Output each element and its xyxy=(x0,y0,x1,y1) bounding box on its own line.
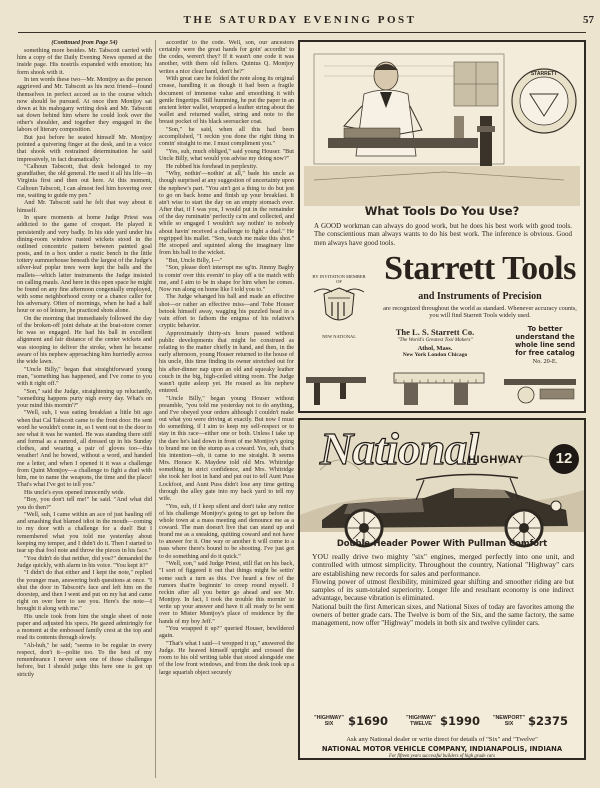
nra-emblem xyxy=(310,274,368,338)
story-paragraph: In ten words these two—Mr. Montjoy as the person aggrieved and Mr. Tabscott as his next friend—found themselves in perfect accord as to the course which now should be pursued. At once then Montjoy sat down at his mahogany writing desk and Mr. Tabscott sat down behind him where he could look over the other's shoulder, and together they engaged in the labors of literary composition. xyxy=(17,77,152,134)
emblem-top-text: BY INVITATION MEMBER OF xyxy=(312,274,366,284)
catalog-offer-text: To better understand the whole line send for free catalog xyxy=(515,325,575,357)
story-paragraph: "That's what I said—I wropped it up," answered the Judge. He heaved himself upright and crossed the room to his old writing table that stood alongside one of the low front windows, and from the desk took up a large squarish object securely xyxy=(159,640,294,676)
story-column-2 xyxy=(159,40,294,776)
page-header xyxy=(0,14,600,30)
price-label-model: "HIGHWAY" xyxy=(406,715,436,721)
story-paragraph: "Son," said the Judge, straightening up reluctantly, "something happens purty nigh every day. What's on your mind this mornin'?" xyxy=(17,388,152,409)
highway-label: HIGHWAY xyxy=(468,454,524,466)
story-paragraph: In spare moments at home Judge Priest was addicted to the game of croquet. He played it persistently and very badly. In his side yard under his dining-room window rusted wickets stood in the outlined concentric pattern between painted goal posts, and in a box under a rustic bench in the little tottery summerhouse beneath the largest of the Judge's silver-leaf poplar trees were kept the balls and the mallets—which latter instruments the Judge insisted on calling mauls. And here in this open space he might be found on any fine afternoon congenially employed, with some neighborhood crony or a chance caller for his adversary. Often of mornings, when he had a half hour or so of leisure, he practiced shots alone. xyxy=(17,215,152,315)
continued-line: (Continued from Page 54) xyxy=(51,40,118,46)
national-ad xyxy=(298,418,586,760)
price-label-type: SIX xyxy=(324,721,334,728)
column-divider xyxy=(155,40,156,778)
price-label xyxy=(404,715,438,728)
story-paragraph: "Calhoun Tabscott, that desk belonged to my grandfather, the old general. He used it all his life—in Virginia first and then out here. At this moment, Calhoun Tabscott, I can almost feel him hovering over me, waiting to guide my pen." xyxy=(17,164,152,199)
header-rule xyxy=(18,32,586,33)
story-paragraph: "Uncle Billy," began young Houser without preamble, "you told me yesterday not to do anything, and I've obeyed your orders although I couldn't make out what you were driving at exactly. But now I must do something, if I aim to keep my self-respect or to stay in this race—either one or both. Unless I take up the dare he's laid down in front of me Montjoy's going to brand me on the stump as a coward. Yes, suh, that's his intention—oh, it came to me straight. It seems Mrs. Horace K. Maydew told old Mrs. Whitridge something in strict confidence, and Mrs. Whitridge she took her foot in hand and put out to tell Aunt Puss Lockfoot, and Aunt Puss didn't lose any time getting through the alley gate into my back yard to tell my wife. xyxy=(159,395,294,502)
story-paragraph: "Well, suh, I came within an ace of just hauling off and smashing that blamed idiot in the mouth—coming to my door with a challenge for a duel! But I remembered what you told me yesterday about keeping my temper, and I didn't do it. Then I started to tear up that fool note and throw the pieces in his face." xyxy=(17,512,152,554)
story-paragraph: With great care he folded the note along its original crease, handling it as though it had been a fragile document of immense value and smoothing it with gentle fingertips. Still humming, he put the paper in an ancient letter wallet, wrapped a leather string about the wallet and returned wallet, string and note to the breast pocket of his black seersucker coat. xyxy=(159,76,294,126)
starrett-question: What Tools Do You Use? xyxy=(364,204,520,218)
precision-tools-illustration xyxy=(304,367,580,411)
story-paragraph: "Uncle Billy," began that straightforward young man, "something has happened, and I've come to you with it right off." xyxy=(17,366,152,387)
starrett-company-block xyxy=(380,327,490,358)
price-label xyxy=(312,715,346,728)
starrett-cities: New York London Chicago xyxy=(402,352,468,358)
price-label-type: SIX xyxy=(504,721,514,728)
national-paragraph: Flowing power of utmost flexibility, minimized gear shifting and smoother riding are but samples of its sum-totaled superiority. Longer life and resultant economy is one indirect advantage, because vibration is eliminated. xyxy=(312,577,574,603)
starrett-intro: A GOOD workman can always do good work, but he does his best work with good tools. The conscientious man always wants to do his best work. The inference is obvious. Good men always have good tools. xyxy=(314,222,572,247)
company-since: For fifteen years successful builders of high grade cars xyxy=(388,754,496,759)
story-paragraph: "Boy, you don't tell me!" he said. "And what did you do then?" xyxy=(17,497,152,511)
story-paragraph: "But, Uncle Billy, I—" xyxy=(166,257,223,264)
starrett-recognized: are recognized throughout the world as standard. Whenever accuracy counts, you will find Starrett Tools widely used. xyxy=(383,305,577,320)
national-paragraph: YOU really drive two mighty "six" engines, merged perfectly into one unit, and controlled with utmost simplicity. Throughout the country, National "Highway" cars are establishing new records for sales and performance. xyxy=(312,552,574,578)
catalog-number: No. 20-E. xyxy=(532,358,558,365)
price-label-model: "HIGHWAY" xyxy=(314,715,344,721)
starrett-tagline: "The World's Greatest Tool Makers" xyxy=(397,337,473,343)
story-paragraph: "Well, son," said Judge Priest, still flat on his back, "I sort of figgered it out that things might be settin' some such a turn as this. I've heard a few of the rumors that're beginnin' to creep round myself. I reckin after all you better go ahead and see Mr. Montjoy. In fact, I took the trouble this mornin' to write up your answer and have it all ready to be sent over to Mister Montjoy's place of residence by the hands of my boy Jeff." xyxy=(159,561,294,625)
story-paragraph: "Ah-huh," he said; "seems to be regular in every respect, don't it—polite too. To the best of my remembrance I never seen one of those challenges before, but I should judge this here one is got up strictly xyxy=(17,642,152,678)
price-value: $1690 xyxy=(348,714,389,728)
story-paragraph: something more besides. Mr. Tabscott carried with him a copy of the Daily Evening News opened at the inside page. His nostrils expanded with emotion; his form shook with it. xyxy=(17,48,152,76)
story-paragraph: Approximately thirty-six hours passed without public developments that might be construed as relating to the matter chiefly in hand, and then, in the early afternoon, young Houser returned to the house of his uncle, this time finding its owner stretched out for his after-dinner nap upon an old and squeaky leather couch in the big, high-ceiled sitting room. The Judge wasn't quite asleep yet. He roused as his nephew entered. xyxy=(159,330,294,394)
price-label-type: TWELVE xyxy=(410,721,432,728)
magazine-title: THE SATURDAY EVENING POST xyxy=(183,14,417,26)
story-paragraph: accordin' to the code. Well, son, our ancestors certainly were the great hands for goin' accordin' to the codes, weren't they? If it wasn't one code it was another, with them old fellers. Quintus Q. Montjoy writes a nice clear hand, don't he?" xyxy=(159,40,294,75)
story-paragraph: His uncle took from him the single sheet of note paper and adjusted his specs. He gazed admiringly for a moment at the embossed family crest at the top and read its contents through slowly. xyxy=(17,613,152,642)
story-paragraph: On the morning that immediately followed the day of the broken-off joint debate at the boat-store corner he was so engaged. He had his ball in excellent alignment and fair distance of the center wickets and was stooping to deliver the stroke, when he became aware of his nephew approaching him hurriedly across the wide lawn. xyxy=(17,315,152,365)
story-paragraph: "Why, nothin'—nothin' at all," bade his uncle as though surprised at any suggestion of uncertainty upon the nephew's part. "You ain't got a thing to do but jest to go on back home and finish up your breakfast. It ain't wise to start the day on an empty stomach ever. After that, if I was you, I would put in the remainder of the day ruminatin' perfectly ca'm and collected, and while so engaged I wouldn't say nothin' to nobody about havin' received a challenge to fight a duel." He regripped his mallet. "Son, watch me make this shot." He stooped and squinted along the imaginary line from his ball to the wicket. xyxy=(159,171,294,257)
story-paragraph: But just before he seated himself Mr. Montjoy pointed a quivering finger at the desk, and in a voice that shook with restrained determination he said impressively, in fact dramatically: xyxy=(17,135,152,163)
corporation-name: NATIONAL MOTOR VEHICLE COMPANY, INDIANAPOLIS, INDIANA xyxy=(321,745,563,753)
emblem-bottom-text: NEW NATIONAL xyxy=(321,334,357,339)
page-number: 57 xyxy=(583,14,594,26)
craftsman-illustration xyxy=(304,46,580,206)
starrett-brand: Starrett Tools xyxy=(384,250,576,287)
starrett-catalog-offer xyxy=(510,325,580,365)
story-paragraph: "Son, please don't interrupt me sg'in. Jimmy Bagby is comin' over this evenin' to play off a tie match with me, and I aim to be in shape for him when he comes. Now run along on home like I told you to." xyxy=(159,265,294,293)
price-label-model: "NEWPORT" xyxy=(492,715,526,721)
story-paragraph: His uncle's eyes opened innocently wide. xyxy=(24,489,126,496)
tool-logo: STARRETT xyxy=(530,71,558,77)
national-body xyxy=(312,553,574,628)
story-paragraph: "You didn't do that neither, did you?" demanded the Judge quickly, with alarm in his voice. "You kept it?" xyxy=(17,555,152,569)
price-label xyxy=(492,715,526,728)
story-column-1 xyxy=(17,40,152,776)
starrett-company: The L. S. Starrett Co. xyxy=(395,327,475,337)
story-paragraph: "Son," he said, when all this had been accomplished, "I reckin you done the right thing in comin' straight to me. I must compliment you." xyxy=(159,126,294,148)
national-headline: Double-Header Power With Pullman Comfort xyxy=(336,538,548,548)
story-paragraph: And Mr. Tabscott said he felt that way about it himself. xyxy=(17,200,152,214)
price-value: $2375 xyxy=(528,714,569,728)
starrett-location: Athol, Mass. xyxy=(417,345,453,352)
price-value: $1990 xyxy=(440,714,481,728)
model-number-badge: 12 xyxy=(549,444,579,474)
starrett-ad xyxy=(298,40,586,413)
national-logo: National xyxy=(320,423,479,474)
story-paragraph: "Well, suh, I was eating breakfast a little bit ago when that Cal Tabscott came to the front door. He sent word he wouldn't come in, so I went out to the door to see what it was he wanted. He was standing there stiff and formal as a ramrod, all dressed up in his Sunday clothes, and wearing a pair of gloves too—this weather! And he bowed, without a word, and handed me a letter, and when I opened it it was a challenge from Quint Montjoy—a challenge to fight a duel with him, me to name the weapons, the time and the place! That's what I've got to tell you." xyxy=(17,410,152,489)
story-paragraph: "I didn't do that either and I kept the note," replied the younger man, answering both questions at once. "I shut the door in Tabscott's face and left him on the doorstep, and then I went and put on my hat and came right on over here to see you. Here's the note—I brought it along with me." xyxy=(17,570,152,613)
story-paragraph: "Yes, suh, if I keep silent and don't take any notice of his challenge Montjoy's going to get up before the whole town at a mass meeting and denounce me as a coward. The man doesn't live that can stand up and brand me as a sneaking, quitting coward and not have to answer for it. One way or another it will come to a pass where there's bound to be shooting. I've just got to do something and do it quick." xyxy=(159,503,294,560)
story-paragraph: "Yes, suh, much obliged," said young Houser. "But Uncle Billy, what would you advise my doing now?" xyxy=(159,148,294,162)
price-list xyxy=(312,712,574,736)
starrett-subtitle: and Instruments of Precision xyxy=(418,291,542,302)
dealer-note: Ask any National dealer or write direct for details of "Six" and "Twelve" xyxy=(346,736,538,743)
story-paragraph: "You wrapped it up?" queried Houser, bewildered again. xyxy=(159,626,294,640)
story-paragraph: He rubbed his forehead in perplexity. xyxy=(166,163,258,170)
story-paragraph: The Judge whanged his ball and made an effective shot—or rather an effective miss—and Tobe Houser betook himself away, wagging his puzzled head in a vain effort to fathom the enigma of his relative's cryptic behavior. xyxy=(159,294,294,330)
eagle-shield-icon xyxy=(310,284,368,330)
national-paragraph: National built the first American sixes, and National Sixes of today are favorites among the owners of better grade cars. The Twelve is born of the Six, and the same factory, the same management, now offer "Highway" models in both six and twelve cylinder cars. xyxy=(312,602,574,628)
